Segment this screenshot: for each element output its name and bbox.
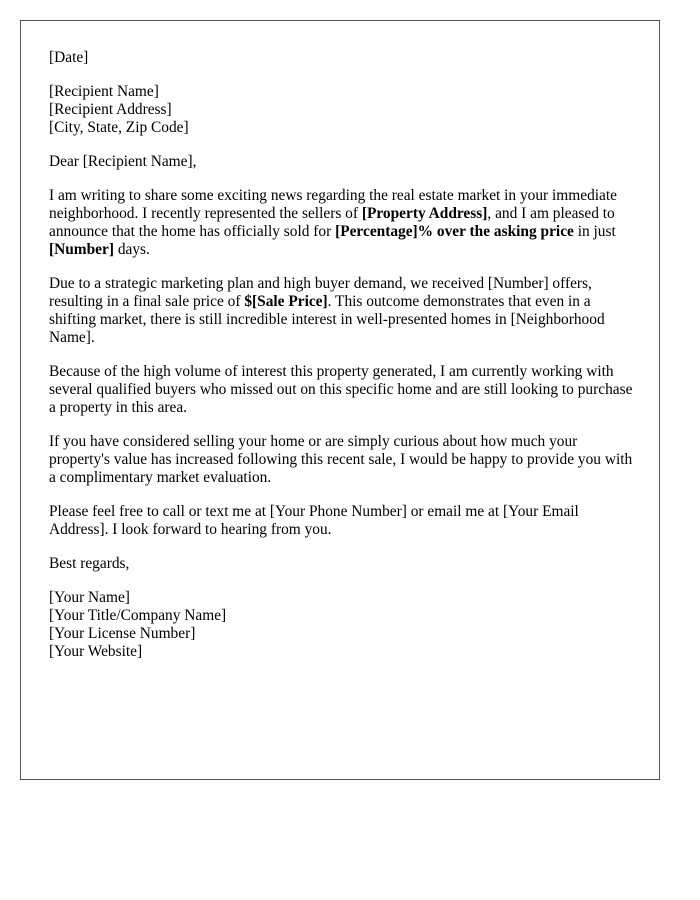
paragraph-sale-details-text-2: . This outcome demonstrates that even in a shifting market, there is still incredible interest in well-presented homes in [Neighborhood Name]. bbox=[49, 293, 605, 346]
paragraph-sale-details bbox=[49, 275, 633, 347]
salutation: Dear [Recipient Name], bbox=[49, 153, 197, 170]
paragraph-buyers: Because of the high volume of interest this property generated, I am currently working with several qualified buyers who missed out on this specific home and are still looking to purchase a property in this area. bbox=[49, 363, 633, 416]
letter-date-block bbox=[49, 49, 633, 67]
signature-title-company: [Your Title/Company Name] bbox=[49, 607, 227, 624]
days-number-placeholder: [Number] bbox=[49, 241, 114, 258]
letter-page bbox=[20, 20, 660, 780]
signature-license: [Your License Number] bbox=[49, 625, 196, 642]
paragraph-contact: Please feel free to call or text me at [Your Phone Number] or email me at [Your Email Address]. I look forward to hearing from you. bbox=[49, 503, 579, 538]
percentage-over-asking: [Percentage]% over the asking price bbox=[335, 223, 574, 240]
signature-website: [Your Website] bbox=[49, 643, 143, 660]
recipient-block bbox=[49, 83, 633, 137]
closing: Best regards, bbox=[49, 555, 130, 572]
sale-price-placeholder: $[Sale Price] bbox=[244, 293, 328, 310]
recipient-city-state-zip: [City, State, Zip Code] bbox=[49, 119, 189, 136]
recipient-address: [Recipient Address] bbox=[49, 101, 172, 118]
paragraph-announcement-text-4: days. bbox=[113, 241, 150, 258]
paragraph-sale-details-text-1: Due to a strategic marketing plan and high buyer demand, we received [Number] offers, resulting in a final sale price of bbox=[49, 275, 592, 310]
property-address-placeholder: [Property Address] bbox=[361, 205, 488, 222]
recipient-name: [Recipient Name] bbox=[49, 83, 159, 100]
signature-block bbox=[49, 589, 633, 661]
paragraph-evaluation-offer: If you have considered selling your home or are simply curious about how much your property's value has increased following this recent sale, I would be happy to provide you with a complimentary market evaluation. bbox=[49, 433, 633, 486]
signature-name: [Your Name] bbox=[49, 589, 130, 606]
paragraph-announcement bbox=[49, 187, 633, 259]
letter-date: [Date] bbox=[49, 49, 89, 66]
paragraph-announcement-text-3: in just bbox=[573, 223, 616, 240]
paragraph-announcement-text-1: I am writing to share some exciting news regarding the real estate market in your immediate neighborhood. I recently represented the sellers of bbox=[49, 187, 617, 222]
letter-body bbox=[49, 49, 633, 677]
paragraph-announcement-text-2: , and I am pleased to announce that the home has officially sold for bbox=[49, 205, 615, 240]
